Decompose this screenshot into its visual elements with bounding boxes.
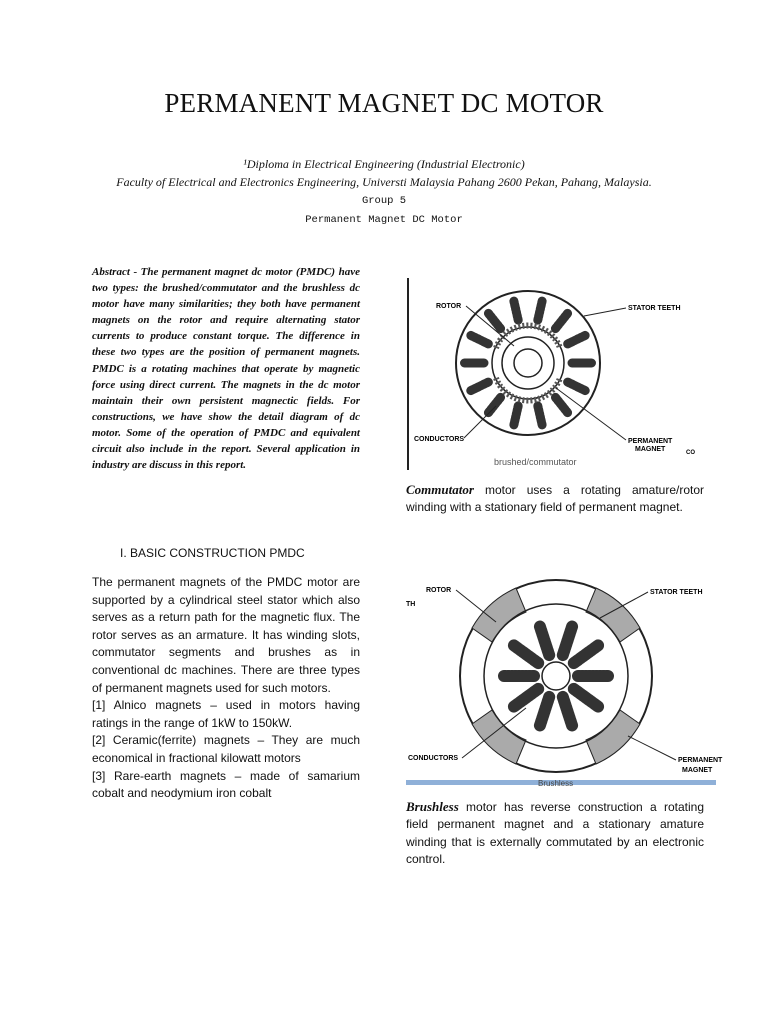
caption-term-commutator: Commutator bbox=[406, 482, 474, 497]
winding-slot bbox=[555, 397, 567, 413]
figure-label-brushless: Brushless bbox=[538, 779, 574, 788]
paper-subtitle: Permanent Magnet DC Motor bbox=[305, 214, 463, 226]
winding-slot bbox=[574, 689, 598, 707]
label-stator-teeth: STATOR TEETH bbox=[650, 589, 703, 596]
label-permanent: PERMANENT bbox=[628, 438, 673, 445]
winding-slot bbox=[568, 335, 586, 344]
winding-slot bbox=[563, 627, 572, 656]
caption-brushless bbox=[406, 798, 704, 869]
winding-slot bbox=[470, 382, 488, 391]
label-conductors: CONDUCTORS bbox=[414, 436, 465, 443]
group-label: Group 5 bbox=[361, 195, 407, 207]
caption-text-brushless: motor has reverse construction a rotating field permanent magnet and a stationary amature winding that is externally commutated by an electronic control. bbox=[406, 800, 704, 867]
winding-slot bbox=[563, 697, 572, 726]
paper-title: PERMANENT MAGNET DC MOTOR bbox=[164, 88, 604, 118]
winding-slot bbox=[514, 301, 518, 320]
winding-slot bbox=[470, 335, 488, 344]
winding-slot bbox=[538, 406, 542, 425]
winding-slot bbox=[488, 397, 500, 413]
brushless-motor-diagram bbox=[406, 578, 723, 788]
winding-slot bbox=[568, 382, 586, 391]
winding-slot bbox=[540, 697, 549, 726]
affiliation-line-2: Faculty of Electrical and Electronics Engineering, Universti Malaysia Pahang 2600 Pekan, Pahang, Malaysia. bbox=[116, 175, 652, 189]
winding-slot bbox=[540, 627, 549, 656]
winding-slot bbox=[574, 645, 598, 663]
label-stator-teeth: STATOR TEETH bbox=[628, 305, 681, 312]
magnet-type-item: [1] Alnico magnets – used in motors having ratings in the range of 1kW to 150kW. bbox=[92, 698, 360, 730]
affiliation-line-1: ¹Diploma in Electrical Engineering (Industrial Electronic) bbox=[243, 157, 525, 171]
section-heading: I. BASIC CONSTRUCTION PMDC bbox=[120, 546, 305, 560]
winding-slot bbox=[555, 313, 567, 329]
section-paragraph: The permanent magnets of the PMDC motor are supported by a cylindrical steel stator which also serves as a return path for the magnetic flux. The rotor serves as an armature. It has winding slots, commutator segments and brushes as in conventional dc machines. There are three types of permanent magnets used for such motors. bbox=[92, 575, 360, 695]
winding-slot bbox=[514, 406, 518, 425]
figure-brushed-motor bbox=[406, 278, 704, 470]
magnet-type-item: [2] Ceramic(ferrite) magnets – They are much economical in fractional kilowatt motors bbox=[92, 733, 360, 765]
label-conductors: CONDUCTORS bbox=[408, 755, 459, 762]
winding-slot bbox=[538, 301, 542, 320]
winding-slot bbox=[514, 645, 538, 663]
label-magnet: MAGNET bbox=[635, 446, 666, 453]
caption-text-commutator: motor uses a rotating amature/rotor winding with a stationary field of permanent magnet. bbox=[406, 483, 704, 515]
label-rotor: ROTOR bbox=[426, 587, 452, 594]
brushed-motor-diagram bbox=[406, 278, 704, 470]
magnet-type-item: [3] Rare-earth magnets – made of samarium cobalt and neodymium iron cobalt bbox=[92, 768, 360, 801]
label-corner: CO bbox=[686, 450, 695, 456]
figure-brushless-motor bbox=[406, 578, 723, 788]
caption-term-brushless: Brushless bbox=[406, 799, 459, 814]
label-permanent: PERMANENT bbox=[678, 757, 723, 764]
section-body bbox=[92, 574, 360, 803]
caption-commutator bbox=[406, 481, 704, 517]
label-th: TH bbox=[406, 601, 416, 608]
label-rotor: ROTOR bbox=[436, 303, 462, 310]
abstract-text: Abstract - The permanent magnet dc motor (PMDC) have two types: the brushed/commutator and the brushless dc motor have many similarities; they both have permanent magnets on the rotor and require alternating stator currents to produce constant torque. The difference in these two types are the position of permanent magnets. PMDC is a rotating machines that operate by magnetic force using direct current. The magnets in the dc motor maintain their own persistent magnectic fields. For constructions, we have show the detail diagram of dc motor. Some of the operation of PMDC and equivalent circuit also include in the report. Several application in industry are discuss in this report. bbox=[92, 266, 360, 472]
label-magnet: MAGNET bbox=[682, 767, 713, 774]
winding-slot bbox=[514, 689, 538, 707]
figure-label-brushed: brushed/commutator bbox=[494, 457, 577, 467]
